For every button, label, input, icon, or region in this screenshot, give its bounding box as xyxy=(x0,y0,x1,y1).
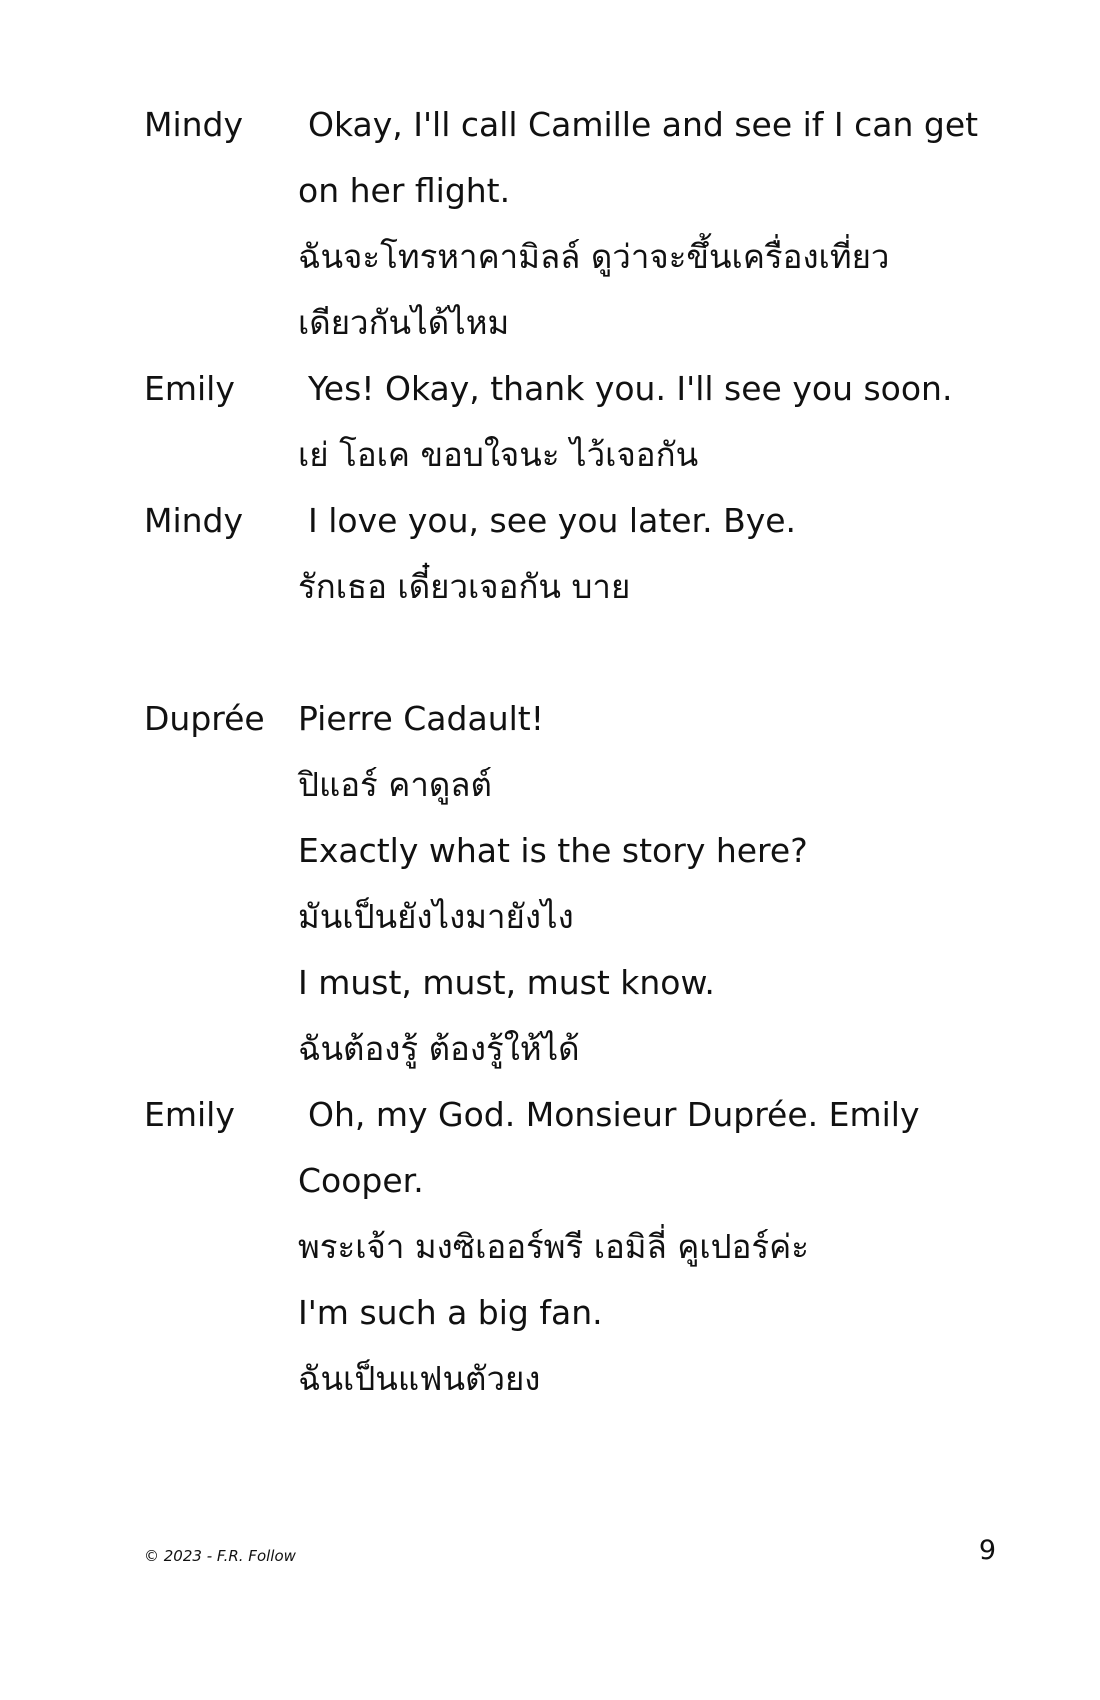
dialogue-line: Pierre Cadault! xyxy=(298,699,544,738)
dialogue-line: Okay, I'll call Camille and see if I can get xyxy=(308,105,979,144)
dialogue-script xyxy=(144,92,1024,1412)
dialogue-line-thai: เย่ โอเค ขอบใจนะ ไว้เจอกัน xyxy=(298,435,699,474)
dialogue-line: Oh, my God. Monsieur Duprée. Emily xyxy=(308,1095,920,1134)
dialogue-line-thai: รักเธอ เดี๋ยวเจอกัน บาย xyxy=(298,567,631,606)
page-number: 9 xyxy=(978,1535,996,1566)
copyright-notice: © 2023 - F.R. Follow xyxy=(144,1547,296,1565)
dialogue-lines xyxy=(298,488,1024,620)
dialogue-lines xyxy=(298,1082,1024,1412)
dialogue-block xyxy=(144,1082,1024,1412)
dialogue-line-thai: ฉันจะโทรหาคามิลล์ ดูว่าจะขึ้นเครื่องเที่ยว xyxy=(298,237,890,276)
dialogue-block xyxy=(144,488,1024,620)
speaker-name: Emily xyxy=(144,1095,235,1134)
dialogue-line: I'm such a big fan. xyxy=(298,1293,603,1332)
dialogue-lines xyxy=(298,92,1024,356)
speaker-name: Emily xyxy=(144,369,235,408)
speaker-name: Mindy xyxy=(144,105,244,144)
scene-break xyxy=(144,620,1024,686)
speaker-name: Mindy xyxy=(144,501,244,540)
dialogue-line-thai: ปิแอร์ คาดูลต์ xyxy=(298,765,492,804)
dialogue-line: Yes! Okay, thank you. I'll see you soon. xyxy=(308,369,953,408)
dialogue-line-thai: ฉันเป็นแฟนตัวยง xyxy=(298,1359,541,1398)
dialogue-line-thai: ฉันต้องรู้ ต้องรู้ให้ได้ xyxy=(298,1029,580,1068)
dialogue-line: I love you, see you later. Bye. xyxy=(308,501,797,540)
dialogue-line-thai: มันเป็นยังไงมายังไง xyxy=(298,897,574,936)
dialogue-lines xyxy=(298,686,1024,1082)
dialogue-block xyxy=(144,92,1024,356)
dialogue-line: Cooper. xyxy=(298,1161,424,1200)
dialogue-block xyxy=(144,356,1024,488)
dialogue-lines xyxy=(298,356,1024,488)
dialogue-line: Exactly what is the story here? xyxy=(298,831,808,870)
speaker-name: Duprée xyxy=(144,699,265,738)
dialogue-line-thai: เดียวกันได้ไหม xyxy=(298,303,510,342)
dialogue-line: I must, must, must know. xyxy=(298,963,715,1002)
dialogue-line-thai: พระเจ้า มงซิเออร์พรี เอมิลี่ คูเปอร์ค่ะ xyxy=(298,1227,809,1266)
dialogue-line: on her flight. xyxy=(298,171,511,210)
dialogue-block xyxy=(144,686,1024,1082)
